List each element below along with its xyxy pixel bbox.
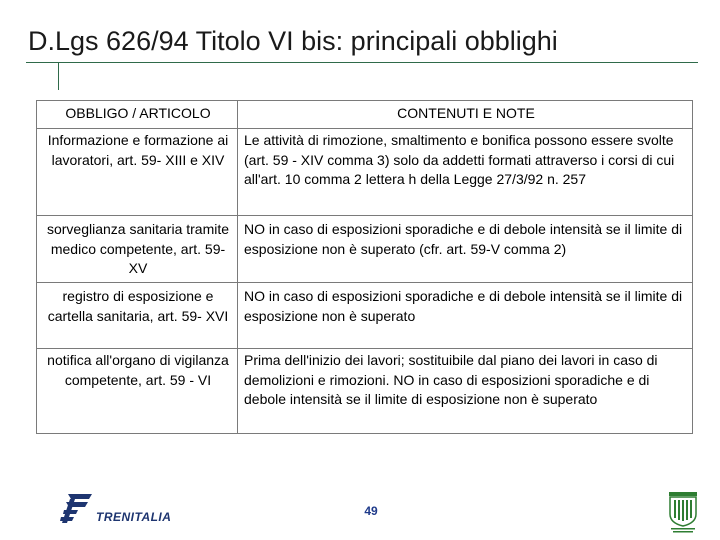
notes-cell: Le attività di rimozione, smaltimento e bonifica possono essere svolte (art. 59 - XIV comma 3) solo da addetti formati attraverso i corsi di cui all'art. 10 comma 2 lettera h della Legge 27/3/92 n. 257 xyxy=(238,129,693,216)
header-notes: CONTENUTI E NOTE xyxy=(238,101,693,129)
notes-cell: Prima dell'inizio dei lavori; sostituibile dal piano dei lavori in caso di demolizioni e rimozioni. NO in caso di esposizioni sporadiche e di debole intensità se il limite di esposizione non è superato xyxy=(238,349,693,434)
table-header-row xyxy=(37,101,693,129)
obligation-cell: notifica all'organo di vigilanza competente, art. 59 - VI xyxy=(37,349,238,434)
table-row xyxy=(37,129,693,216)
obligation-cell: sorveglianza sanitaria tramite medico competente, art. 59- XV xyxy=(37,216,238,283)
crest-emblem-icon xyxy=(666,490,700,534)
title-underline xyxy=(26,62,698,63)
obligations-table xyxy=(36,100,693,434)
notes-cell: NO in caso di esposizioni sporadiche e di debole intensità se il limite di esposizione non è superato (cfr. art. 59-V comma 2) xyxy=(238,216,693,283)
table-row xyxy=(37,216,693,283)
trenitalia-wordmark: TRENITALIA xyxy=(96,510,172,524)
header-obligation: OBBLIGO / ARTICOLO xyxy=(37,101,238,129)
table-row xyxy=(37,349,693,434)
title-tick-mark xyxy=(58,62,59,90)
table-row xyxy=(37,283,693,349)
obligation-cell: Informazione e formazione ai lavoratori, art. 59- XIII e XIV xyxy=(37,129,238,216)
slide-title: D.Lgs 626/94 Titolo VI bis: principali obblighi xyxy=(28,26,558,56)
trenitalia-logo-icon xyxy=(58,490,94,526)
obligation-cell: registro di esposizione e cartella sanitaria, art. 59- XVI xyxy=(37,283,238,349)
trenitalia-logo xyxy=(58,490,198,526)
page-number: 49 xyxy=(364,504,378,518)
notes-cell: NO in caso di esposizioni sporadiche e di debole intensità se il limite di esposizione non è superato xyxy=(238,283,693,349)
